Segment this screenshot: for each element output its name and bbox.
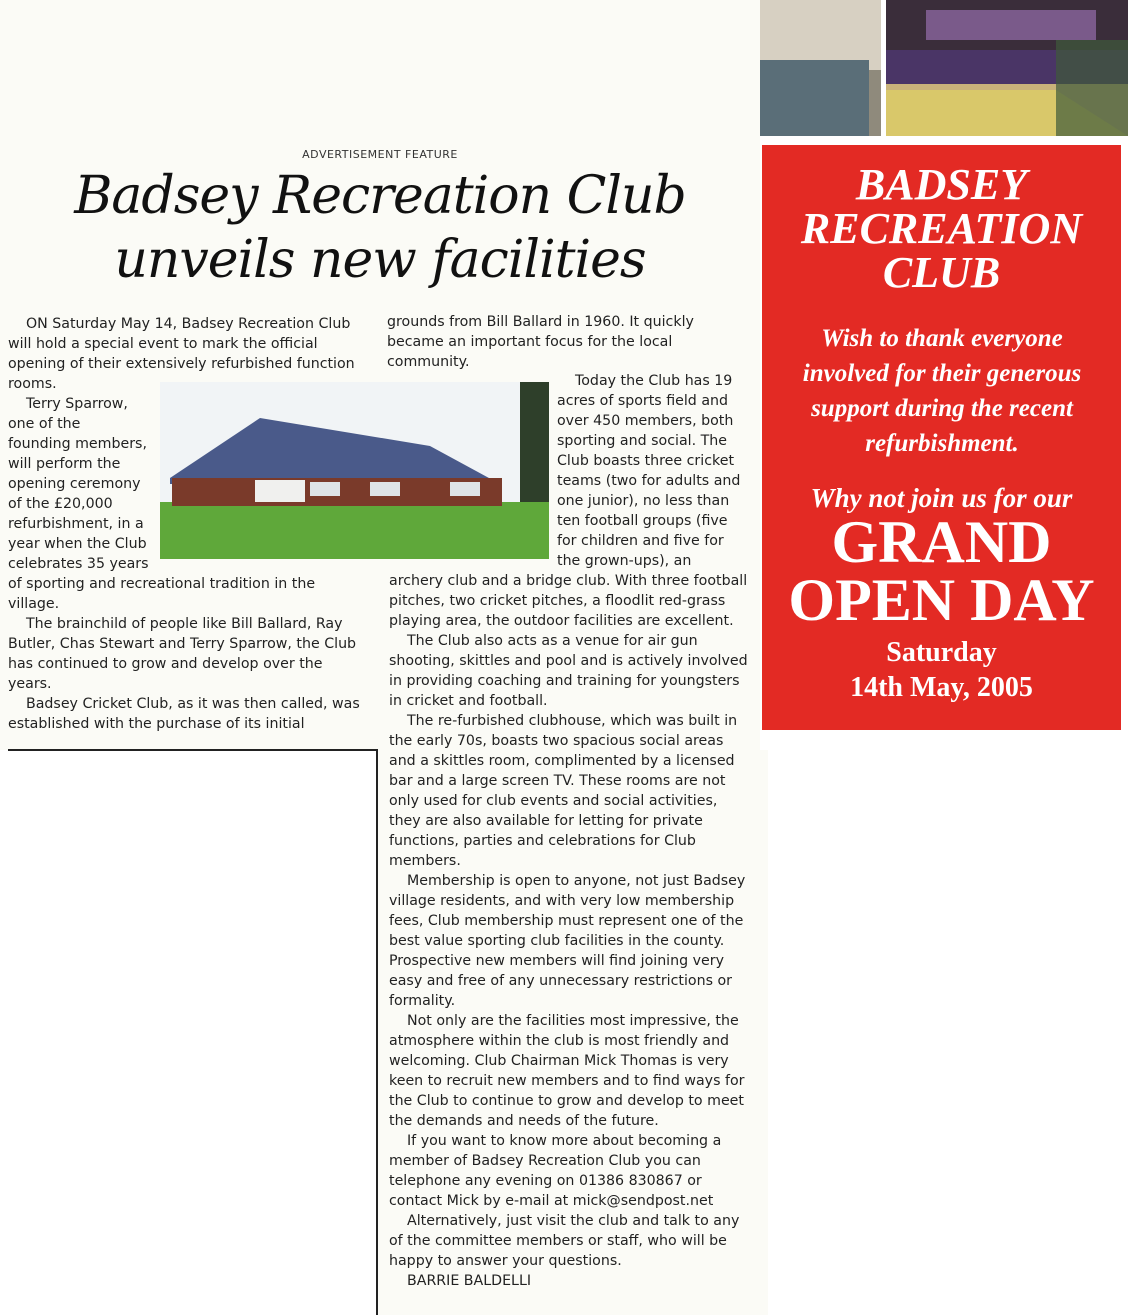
message-line: involved for their generous <box>802 360 1082 387</box>
wrap-line: for children and five for <box>557 533 724 549</box>
wrap-line: over 450 members, both <box>557 413 734 429</box>
advert-invitation: Why not join us for our <box>810 483 1073 513</box>
paragraph: The Club also acts as a venue for air gun shooting, skittles and pool and is actively involved in providing coaching and training for youngsters in cricket and football. <box>389 633 748 709</box>
wrap-line: Today the Club has 19 <box>575 373 733 389</box>
date-line: 14th May, 2005 <box>850 672 1033 703</box>
paragraph: Badsey Cricket Club, as it was then called, was established with the purchase of its initial <box>8 696 360 732</box>
paragraph: ON Saturday May 14, Badsey Recreation Club will hold a special event to mark the official opening of their extensively refurbished function rooms. <box>8 316 355 392</box>
headline-line-2: unveils new facilities <box>114 230 646 290</box>
wrap-line: teams (two for adults and <box>557 473 741 489</box>
clubhouse-photo <box>160 382 549 559</box>
paragraph: The brainchild of people like Bill Ballard, Ray Butler, Chas Stewart and Terry Sparrow, the Club has continued to grow and develop over the years. <box>8 616 357 692</box>
wrap-line: one junior), no less than <box>557 493 730 509</box>
open-day-advert <box>762 145 1121 730</box>
advert-title <box>762 160 1121 297</box>
grand-open-day-heading <box>762 509 1121 633</box>
advert-title-line: RECREATION <box>800 204 1083 253</box>
paragraph: archery club and a bridge club. With three football pitches, two cricket pitches, a floodlit red-grass playing area, the outdoor facilities are excellent. <box>389 573 748 629</box>
paragraph: grounds from Bill Ballard in 1960. It quickly became an important focus for the local community. <box>387 314 694 370</box>
article-column-1-wrap <box>8 394 158 574</box>
wrap-line: of the £20,000 <box>8 496 113 512</box>
paragraph: Membership is open to anyone, not just Badsey village residents, and with very low membership fees, Club membership must represent one of the best value sporting club facilities in the county. Prospective new members will find joining very easy and free of any unnecessary restrictions or formality. <box>389 873 746 1009</box>
paragraph: The re-furbished clubhouse, which was built in the early 70s, boasts two spacious social areas and a skittles room, complimented by a licensed bar and a large screen TV. These rooms are not only used for club events and social activities, they are also available for letting for private functions, parties and celebrations for Club members. <box>389 713 738 869</box>
wrap-line: founding members, <box>8 436 147 452</box>
advert-thanks-message <box>772 321 1112 461</box>
clipping-cut-frame <box>8 749 378 1315</box>
wrap-line: sporting and social. The <box>557 433 727 449</box>
wrap-line: year when the Club <box>8 536 147 552</box>
article-column-2-bottom <box>389 571 749 1291</box>
message-line: support during the recent <box>811 395 1073 422</box>
grand-line: OPEN DAY <box>788 567 1095 633</box>
wrap-line: one of the <box>8 416 81 432</box>
article-headline <box>20 164 740 292</box>
advert-title-line: CLUB <box>882 248 1001 297</box>
advert-title-line: BADSEY <box>855 160 1028 209</box>
author-byline: BARRIE BALDELLI <box>407 1273 532 1289</box>
advertisement-feature-kicker: ADVERTISEMENT FEATURE <box>302 148 458 161</box>
date-line: Saturday <box>886 637 997 668</box>
wrap-line: Terry Sparrow, <box>26 396 128 412</box>
paragraph: Alternatively, just visit the club and talk to any of the committee members or staff, who will be happy to answer your questions. <box>389 1213 740 1269</box>
headline-line-1: Badsey Recreation Club <box>74 166 686 226</box>
wrap-line: celebrates 35 years <box>8 556 149 572</box>
wrap-line: refurbishment, in a <box>8 516 144 532</box>
article-column-1-bottom <box>8 574 364 734</box>
wrap-line: ten football groups (five <box>557 513 728 529</box>
wrap-line: the grown-ups), an <box>557 553 692 569</box>
wrap-line: opening ceremony <box>8 476 141 492</box>
bar-photo <box>886 0 1128 136</box>
paragraph: of sporting and recreational tradition in the village. <box>8 576 316 612</box>
bar-image <box>886 0 1128 136</box>
wrap-line: acres of sports field and <box>557 393 729 409</box>
article-column-2-wrap <box>557 371 757 571</box>
message-line: refurbishment. <box>865 430 1019 457</box>
clubhouse-image <box>160 382 549 559</box>
paragraph: Not only are the facilities most impressive, the atmosphere within the club is most friendly and welcoming. Club Chairman Mick Thomas is very keen to recruit new members and to find ways for the Club to continue to grow and develop to meet the demands and needs of the future. <box>389 1013 745 1129</box>
wrap-line: Club boasts three cricket <box>557 453 735 469</box>
event-date <box>762 635 1121 705</box>
message-line: Wish to thank everyone <box>821 325 1063 352</box>
article-column-2-top <box>387 312 717 372</box>
paragraph: If you want to know more about becoming a member of Badsey Recreation Club you can telephone any evening on 01386 830867 or contact Mick by e-mail at mick@sendpost.net <box>389 1133 722 1209</box>
grand-line: GRAND <box>831 509 1052 575</box>
wrap-line: will perform the <box>8 456 121 472</box>
